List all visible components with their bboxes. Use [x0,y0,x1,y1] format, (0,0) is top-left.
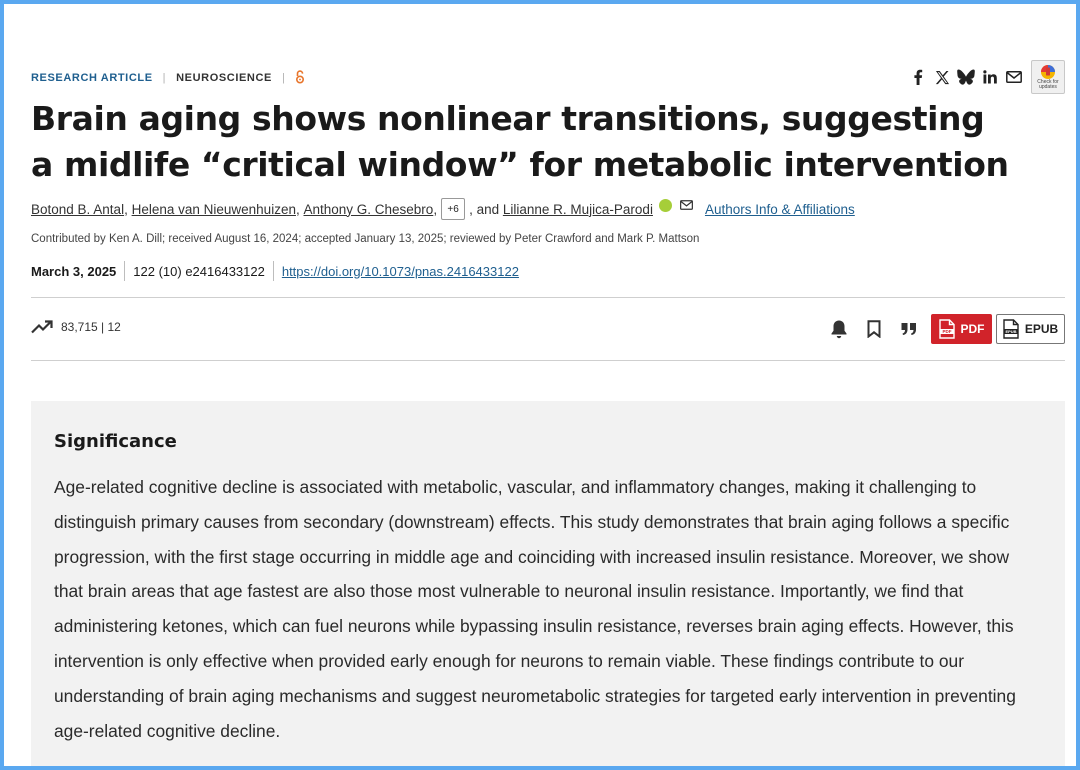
expand-authors-button[interactable]: +6 [441,198,465,220]
orcid-icon[interactable] [659,199,672,212]
share-toolbar [903,60,1065,94]
contribution-info: Contributed by Ken A. Dill; received August 16, 2024; accepted January 13, 2025; reviewed by Peter Crawford and Mark P. Mattson [31,233,700,245]
article-metrics[interactable] [31,320,121,334]
linkedin-icon[interactable] [981,68,999,86]
publication-date: March 3, 2025 [31,263,117,279]
bluesky-icon[interactable] [957,68,975,86]
author-list [31,198,855,220]
article-type-link[interactable]: RESEARCH ARTICLE [31,72,153,84]
bookmark-icon[interactable] [862,317,886,341]
cite-quote-icon[interactable] [897,317,921,341]
svg-text:EPUB: EPUB [1005,329,1017,335]
facebook-icon[interactable] [909,68,927,86]
divider [124,261,125,281]
author-link[interactable]: Anthony G. Chesebro [303,201,434,217]
author-link[interactable]: Lilianne R. Mujica-Parodi [502,201,653,217]
significance-section [31,401,1065,770]
open-access-icon [295,70,305,87]
epub-button[interactable] [996,314,1065,344]
author-separator: , [295,201,304,217]
divider-line [31,297,1065,298]
x-icon[interactable] [933,68,951,86]
author-separator: , [124,201,132,217]
article-meta-row [31,70,305,86]
corresponding-email-icon[interactable] [680,198,693,213]
divider-line [31,360,1065,361]
pdf-button[interactable] [931,314,992,344]
epub-button-label: EPUB [1024,322,1059,336]
and-text: , and [469,201,500,217]
svg-text:PDF: PDF [942,329,951,335]
article-title: Brain aging shows nonlinear transitions, suggesting a midlife “critical window” for metabolic intervention [31,99,1009,184]
email-icon[interactable] [1005,68,1023,86]
citation-info: 122 (10) e2416433122 [133,263,265,279]
divider [273,261,274,281]
crossmark-icon [1039,64,1057,80]
article-tools [816,314,1065,344]
subject-link[interactable]: NEUROSCIENCE [176,72,272,84]
bell-icon[interactable] [827,317,851,341]
meta-separator: | [281,72,286,84]
badge-text-line1: Check for [1037,79,1059,85]
epub-file-icon [1003,319,1019,339]
pdf-button-label: PDF [960,322,985,336]
meta-separator: | [162,72,167,84]
doi-link[interactable]: https://doi.org/10.1073/pnas.2416433122 [281,263,519,279]
trending-up-icon [31,320,53,334]
pdf-file-icon [939,319,955,339]
badge-text-line2: updates [1039,84,1057,90]
author-link[interactable]: Botond B. Antal [31,201,125,217]
publication-info [31,261,519,281]
check-for-updates-badge[interactable] [1031,60,1065,94]
authors-affiliations-link[interactable]: Authors Info & Affiliations [704,201,855,217]
author-link[interactable]: Helena van Nieuwenhuizen [131,201,296,217]
significance-text: Age-related cognitive decline is associated with metabolic, vascular, and inflammatory changes, making it challenging to distinguish primary causes from secondary (downstream) effects. This study demonstrates that brain aging follows a specific progression, with the first stage occurring in middle age and coinciding with increased insulin resistance. Moreover, we show that brain areas that age fastest are also those most vulnerable to neuronal insulin resistance. Importantly, we find that administering ketones, which can fuel neurons while bypassing insulin resistance, reverses brain aging effects. However, this intervention is only effective when provided early enough for neurons to remain viable. These findings contribute to our understanding of brain aging mechanisms and suggest neurometabolic strategies for targeted early intervention in preventing age-related cognitive decline. [54,477,1016,741]
metrics-text: 83,715 | 12 [61,320,121,334]
significance-heading: Significance [54,431,177,452]
author-separator: , [433,201,438,217]
